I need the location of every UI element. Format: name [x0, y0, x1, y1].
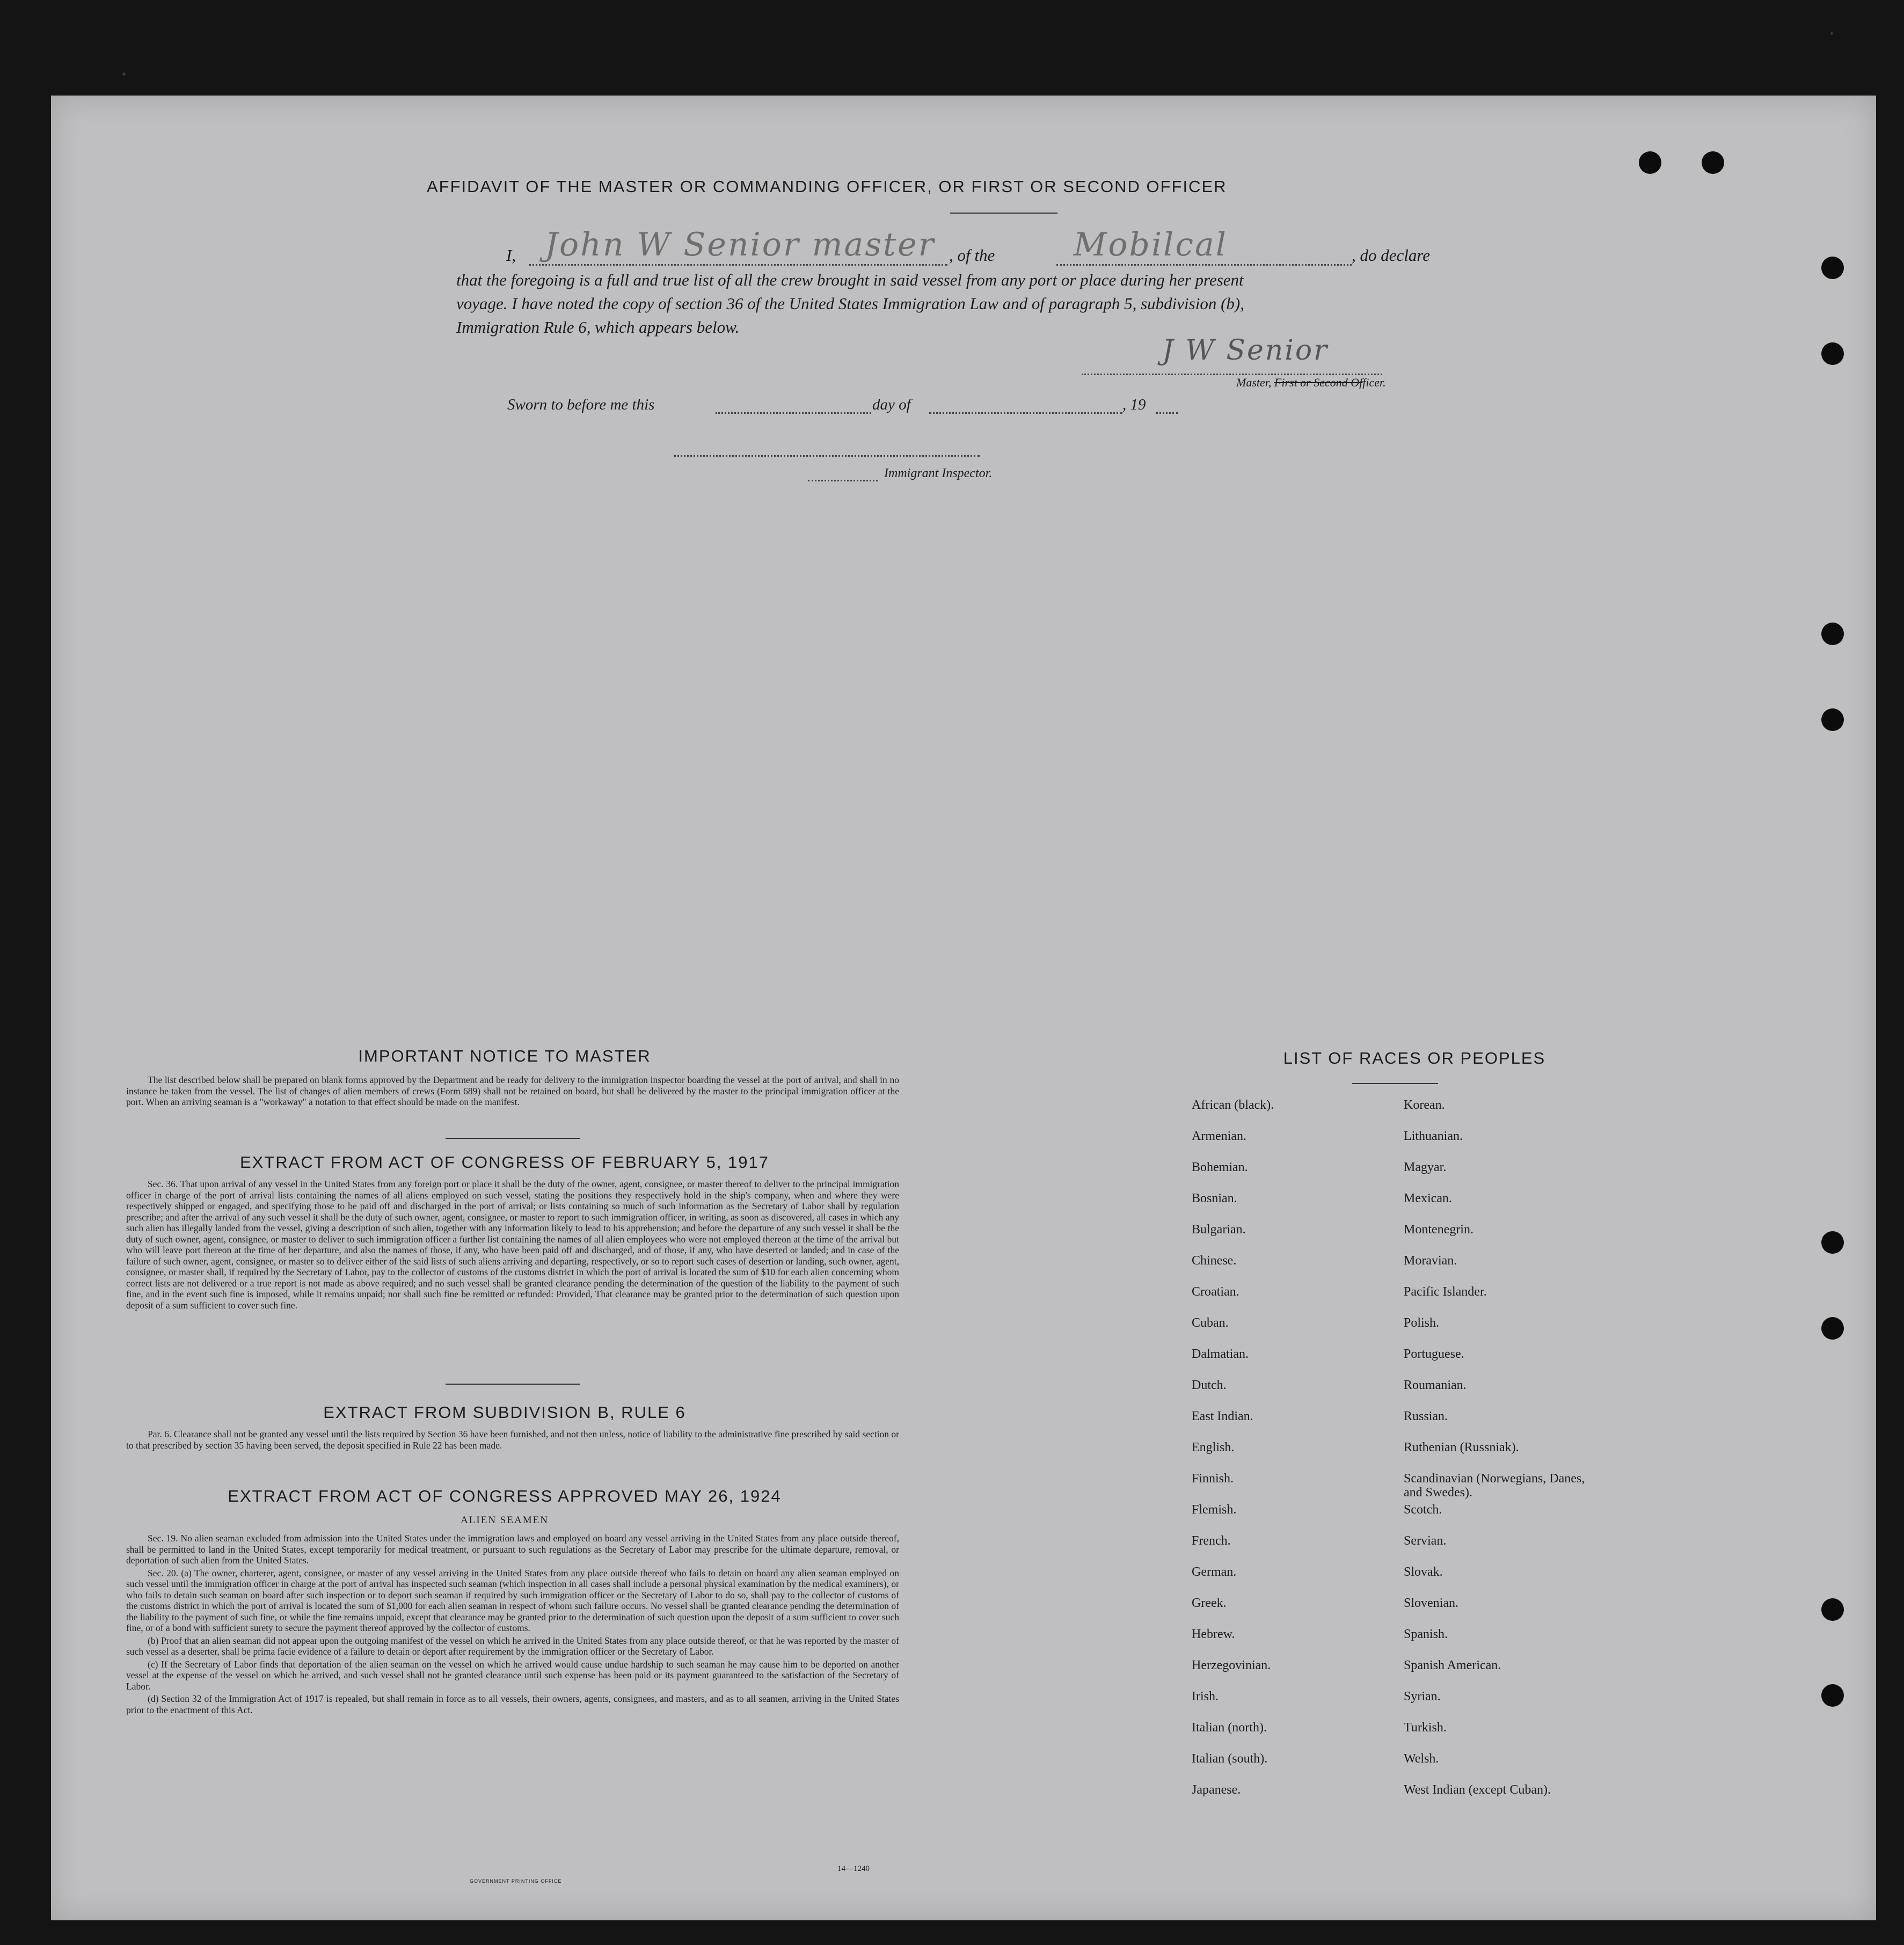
handwritten-master-name: John W Senior master	[545, 226, 936, 264]
race-item: Irish.	[1192, 1690, 1219, 1703]
race-item: West Indian (except Cuban).	[1404, 1783, 1551, 1797]
extract-rule6-text	[126, 1429, 899, 1452]
punch-hole	[1821, 1684, 1844, 1707]
race-item: Scotch.	[1404, 1503, 1442, 1517]
race-item: Hebrew.	[1192, 1627, 1235, 1641]
par-6-paragraph: Par. 6. Clearance shall not be granted any vessel until the lists required by Section 36 have been furnished, and not then unless, notice of liability to the administrative fine prescribed by said section or to that prescribed by section 35 having been served, the deposit specified in Rule 22 has been made.	[126, 1429, 899, 1451]
signature-label-end: ficer.	[1362, 376, 1386, 389]
inspector-label: Immigrant Inspector.	[884, 466, 993, 480]
notice-paragraph: The list described below shall be prepared on blank forms approved by the Department and be ready for delivery to the immigration inspector boarding the vessel at the port of arrival, and shall in no instance be taken from the vessel. The list of changes of alien members of crews (Form 689) shall not be retained on board, but shall be delivered by the master to the principal immigration officer at the port. When an arriving seaman is a "workaway" a notation to that effect should be made on the manifest.	[126, 1074, 899, 1107]
race-item: Korean.	[1404, 1098, 1445, 1112]
races-left-column	[1192, 1098, 1396, 1814]
race-item: Polish.	[1404, 1316, 1440, 1330]
race-item: Slovak.	[1404, 1565, 1443, 1579]
race-item: Lithuanian.	[1404, 1129, 1463, 1143]
race-item: Italian (north).	[1192, 1721, 1267, 1735]
sec-36-paragraph: Sec. 36. That upon arrival of any vessel in the United States from any foreign port or place it shall be the duty of the owner, agent, consignee, or master thereof to deliver to the principal immigration officer in charge of the port of arrival lists containing the names of all aliens employed on such vessel, stating the positions they respectively hold in the ship's company, when and where they were respectively shipped or engaged, and specifying those to be paid off and discharged in the port of arrival; or lists containing so much of such information as the Secretary of Labor shall by regulation prescribe; and after the arrival of any such vessel it shall be the duty of such owner, agent, consignee, or master to report to such immigration officer, in writing, as soon as discovered, all cases in which any such alien has illegally landed from the vessel, giving a description of such alien, together with any information likely to lead to his apprehension; and before the departure of any such vessel it shall be the duty of such owner, agent, consignee, or master to deliver to such immigration officer a further list containing the names of all alien employees who were not employed thereon at the time of the arrival but who will leave port thereon at the time of her departure, and also the names of those, if any, who have been paid off and discharged, and of those, if any, who have deserted or landed; and in case of the failure of such owner, agent, consignee, or master so to deliver either of the said lists of such aliens arriving and departing, respectively, or so to report such cases of desertion or landing, such owner, agent, consignee, or master shall, if required by the Secretary of Labor, pay to the collector of customs of the customs district in which the port of arrival is located the sum of $10 for each alien concerning whom correct lists are not delivered or a true report is not made as above required; and no such vessel shall be granted clearance pending the determination of the question of the liability to the payment of such fine, and in the event such fine is imposed, while it remains unpaid; nor shall such fine be remitted or refunded: Provided, That clearance may be granted prior to the determination of such question upon deposit of a sum sufficient to cover such fine.	[126, 1179, 899, 1311]
race-item: Turkish.	[1404, 1721, 1447, 1735]
punch-hole	[1821, 1598, 1844, 1621]
extract-1917-title: EXTRACT FROM ACT OF CONGRESS OF FEBRUARY 5, 1917	[239, 1153, 770, 1172]
section-rule	[446, 1138, 580, 1139]
race-item: Scandinavian (Norwegians, Danes, and Swedes).	[1404, 1472, 1585, 1500]
race-item: Greek.	[1192, 1596, 1227, 1610]
punch-hole	[1639, 151, 1661, 174]
race-item: Ruthenian (Russniak).	[1404, 1441, 1519, 1454]
sec-20c-paragraph: (c) If the Secretary of Labor finds that deportation of the alien seaman on the vessel on which he arrived would cause undue hardship to such seaman he may cause him to be deported on another vessel at the expense of the vessel on which he arrived, and such vessel shall not be granted clearance until such expense has been paid or its payment guaranteed to the satisfaction of the Secretary of Labor.	[126, 1658, 899, 1692]
race-item: Dutch.	[1192, 1378, 1227, 1392]
race-item: French.	[1192, 1534, 1231, 1548]
sec-19-paragraph: Sec. 19. No alien seaman excluded from admission into the United States under the immigration laws and employed on board any vessel arriving in the United States from any place outside thereof, shall be permitted to land in the United States, except temporarily for medical treatment, or pursuant to such regulations as the Secretary of Labor may prescribe for the ultimate departure, removal, or deportation of such alien from the United States.	[126, 1533, 899, 1566]
race-item: Chinese.	[1192, 1254, 1237, 1268]
race-item: Mexican.	[1404, 1191, 1452, 1205]
punch-hole	[1821, 1317, 1844, 1340]
affidavit-line-4: Immigration Rule 6, which appears below.	[456, 318, 740, 337]
race-item: African (black).	[1192, 1098, 1274, 1112]
race-item: Dalmatian.	[1192, 1347, 1249, 1361]
affidavit-do-declare: , do declare	[1352, 246, 1431, 265]
punch-hole	[1702, 151, 1724, 174]
race-item: Servian.	[1404, 1534, 1447, 1548]
race-item: Herzegovinian.	[1192, 1658, 1271, 1672]
race-item: Montenegrin.	[1404, 1223, 1473, 1237]
races-right-column	[1404, 1098, 1651, 1814]
race-item: Bosnian.	[1192, 1191, 1237, 1205]
extract-1924-text	[126, 1533, 899, 1717]
section-rule	[446, 1384, 580, 1385]
race-item: Magyar.	[1404, 1160, 1447, 1174]
inspector-line	[674, 455, 980, 457]
sworn-day: day of	[872, 396, 911, 413]
extract-1917-text	[126, 1179, 899, 1312]
race-item: Cuban.	[1192, 1316, 1229, 1330]
sec-20d-paragraph: (d) Section 32 of the Immigration Act of 1917 is repealed, but shall remain in force as to all vessels, their owners, agents, consignees, and masters, and as to all seamen, arriving in the United States prior to the enactment of this Act.	[126, 1693, 899, 1715]
race-item: East Indian.	[1192, 1409, 1253, 1423]
signature-line	[1082, 374, 1382, 375]
sworn-year: , 19	[1122, 396, 1146, 413]
race-item: Syrian.	[1404, 1690, 1441, 1703]
race-item: Bohemian.	[1192, 1160, 1248, 1174]
race-item: Roumanian.	[1404, 1378, 1467, 1392]
extract-rule6-title: EXTRACT FROM SUBDIVISION B, RULE 6	[323, 1403, 686, 1422]
signature-label-master: Master,	[1236, 376, 1274, 389]
affidavit-title: AFFIDAVIT OF THE MASTER OR COMMANDING OFFICER, OR FIRST OR SECOND OFFICER	[427, 177, 1227, 196]
signature-label	[1236, 376, 1386, 390]
race-item: Finnish.	[1192, 1472, 1234, 1486]
race-item: English.	[1192, 1441, 1235, 1454]
notice-title: IMPORTANT NOTICE TO MASTER	[358, 1047, 651, 1065]
race-item: German.	[1192, 1565, 1237, 1579]
form-number: 14—1240	[837, 1864, 870, 1873]
affidavit-of-the: , of the	[949, 246, 995, 265]
signature-label-struck: First or Second Of	[1274, 376, 1363, 389]
race-item: Bulgarian.	[1192, 1223, 1246, 1237]
sec-20b-paragraph: (b) Proof that an alien seaman did not appear upon the outgoing manifest of the vessel on which he arrived in the United States from any place outside thereof, or that he was reported by the master of such vessel as a deserter, shall be prima facie evidence of a failure to detain or deport after requirement by the immigration officer or the Secretary of Labor.	[126, 1635, 899, 1657]
affidavit-line-2: that the foregoing is a full and true list of all the crew brought in said vessel from any port or place during her present	[456, 270, 1244, 289]
race-item: Armenian.	[1192, 1129, 1246, 1143]
printer-imprint: GOVERNMENT PRINTING OFFICE	[470, 1878, 562, 1884]
handwritten-vessel-name: Mobilcal	[1074, 226, 1228, 264]
punch-hole	[1821, 1231, 1844, 1254]
race-item: Japanese.	[1192, 1783, 1241, 1797]
handwritten-signature: J W Senior	[1162, 334, 1329, 367]
notice-text	[126, 1074, 899, 1109]
race-item: Portuguese.	[1404, 1347, 1464, 1361]
sworn-year-blank	[1156, 412, 1178, 414]
vessel-blank	[1056, 264, 1352, 266]
punch-hole	[1821, 342, 1844, 365]
sworn-month-blank	[929, 412, 1122, 414]
name-blank	[529, 264, 947, 266]
race-item: Russian.	[1404, 1409, 1448, 1423]
alien-seamen-subtitle: ALIEN SEAMEN	[461, 1515, 549, 1526]
affidavit-i: I,	[506, 246, 516, 265]
races-title: LIST OF RACES OR PEOPLES	[1283, 1049, 1546, 1067]
punch-hole	[1821, 708, 1844, 731]
punch-hole	[1821, 623, 1844, 645]
race-item: Welsh.	[1404, 1752, 1439, 1766]
sworn-date-blank	[716, 412, 871, 414]
race-item: Moravian.	[1404, 1254, 1457, 1268]
affidavit-line-3: voyage. I have noted the copy of section 36 of the United States Immigration Law and of paragraph 5, subdivision (b),	[456, 294, 1244, 313]
races-title-rule	[1352, 1083, 1438, 1084]
race-item: Spanish American.	[1404, 1658, 1501, 1672]
sec-20a-paragraph: Sec. 20. (a) The owner, charterer, agent, consignee, or master of any vessel arriving in the United States from any place outside thereof who fails to detain on board any alien seaman employed on such vessel until the immigration officer in charge at the port of arrival has inspected such seaman (which inspection in all cases shall include a personal physical examination by the medical examiners), or who fails to detain such seaman on board after such inspection or to deport such seaman if required by such immigration officer or the Secretary of Labor to do so, shall pay to the collector of customs of the customs district in which the port of arrival is located the sum of $1,000 for each alien seaman in respect of whom such failure occurs. No vessel shall be granted clearance pending the determination of the liability to the payment of such fine, or while the fine remains unpaid, except that clearance may be granted prior to the determination of such question upon the deposit of a sum sufficient to cover such fine, or of a bond with sufficient surety to secure the payment thereof approved by the collector of customs.	[126, 1567, 899, 1633]
border-speck	[1830, 32, 1833, 35]
race-item: Slovenian.	[1404, 1596, 1458, 1610]
border-speck	[122, 72, 126, 76]
race-item: Flemish.	[1192, 1503, 1237, 1517]
race-item: Italian (south).	[1192, 1752, 1268, 1766]
extract-1924-title: EXTRACT FROM ACT OF CONGRESS APPROVED MAY 26, 1924	[228, 1487, 782, 1505]
race-item: Spanish.	[1404, 1627, 1448, 1641]
punch-hole	[1821, 257, 1844, 279]
sworn-prefix: Sworn to before me this	[507, 396, 655, 413]
race-item: Pacific Islander.	[1404, 1285, 1487, 1299]
race-item: Croatian.	[1192, 1285, 1239, 1299]
title-rule	[950, 213, 1057, 214]
inspector-line-short	[808, 480, 878, 481]
document-sheet	[51, 96, 1876, 1920]
